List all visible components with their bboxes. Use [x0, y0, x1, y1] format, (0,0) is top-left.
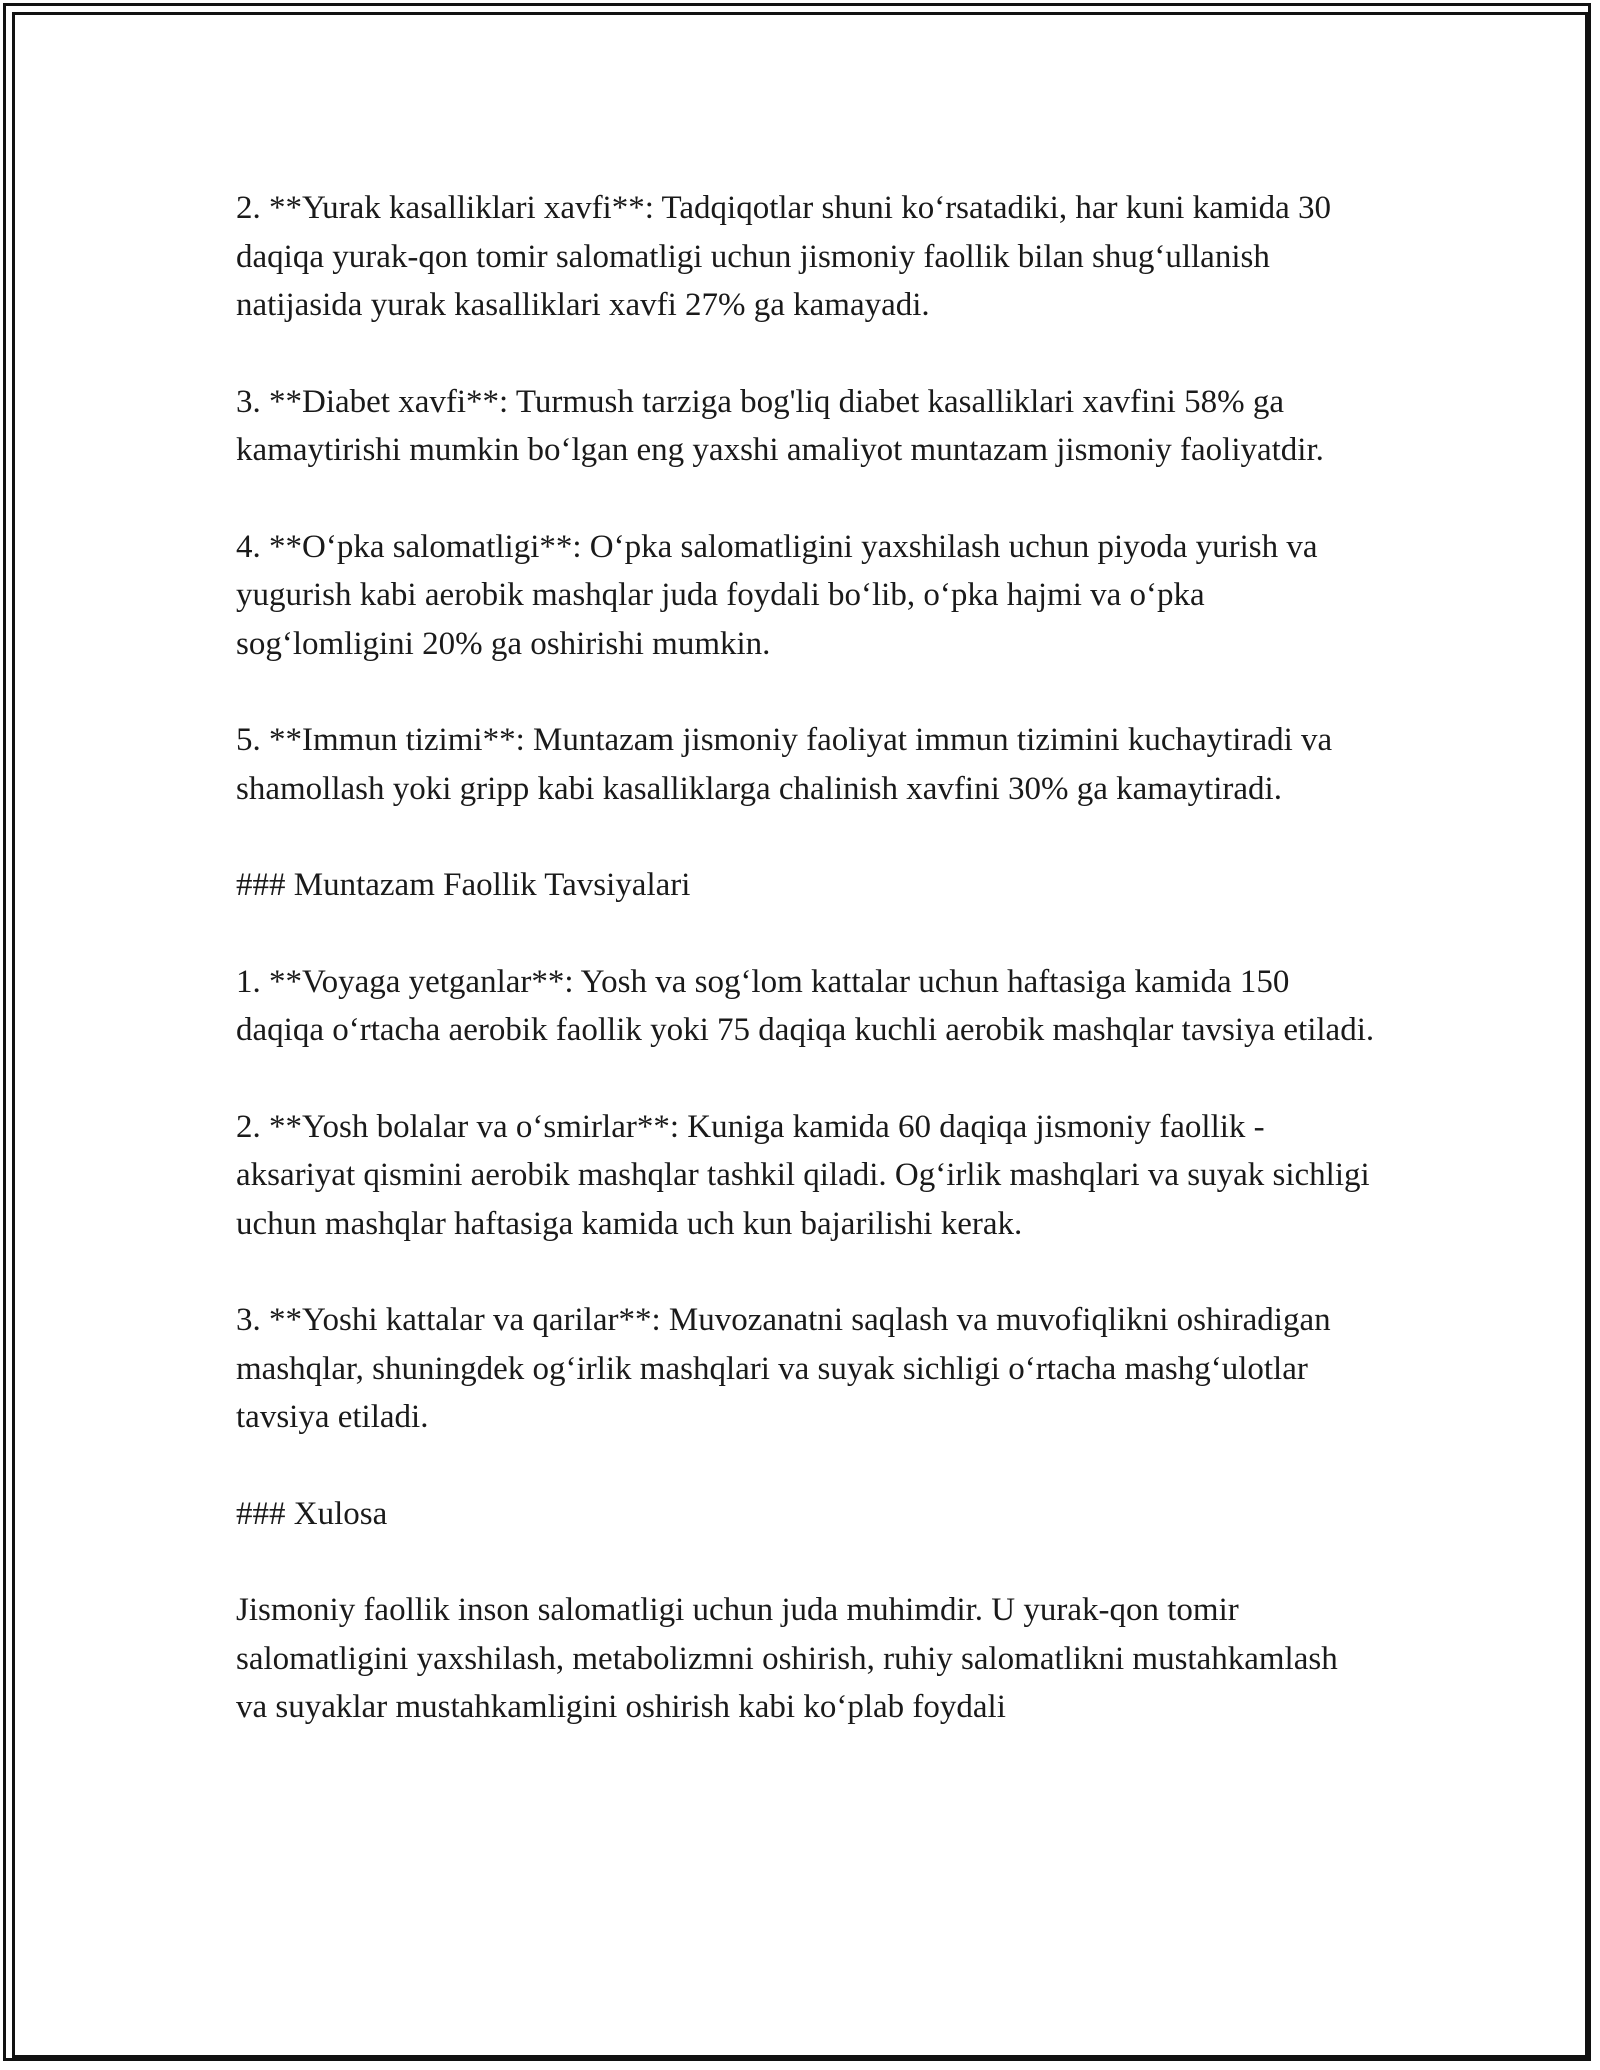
document-body [236, 184, 1376, 1780]
item-yurak-kasalliklari: 2. **Yurak kasalliklari xavfi**: Tadqiqotlar shuni ko‘rsatadiki, har kuni kamida 30 daqiqa yurak-qon tomir salomatligi uchun jismoniy faollik bilan shug‘ullanish natijasida yurak kasalliklari xavfi 27% ga kamayadi. [236, 190, 1332, 323]
xulosa-paragraph: Jismoniy faollik inson salomatligi uchun juda muhimdir. U yurak-qon tomir salomatligini yaxshilash, metabolizmni oshirish, ruhiy salomatlikni mustahkamlash va suyaklar mustahkamligini oshirish kabi ko‘plab foydali [236, 1592, 1338, 1725]
item-diabet-xavfi: 3. **Diabet xavfi**: Turmush tarziga bog'liq diabet kasalliklari xavfini 58% ga kamaytirishi mumkin bo‘lgan eng yaxshi amaliyot muntazam jismoniy faoliyatdir. [236, 383, 1324, 468]
item-yosh-bolalar: 2. **Yosh bolalar va o‘smirlar**: Kuniga kamida 60 daqiqa jismoniy faollik - aksariyat qismini aerobik mashqlar tashkil qiladi. Og‘irlik mashqlari va suyak sichligi uchun mashqlar haftasiga kamida uch kun bajarilishi kerak. [236, 1108, 1370, 1242]
heading-tavsiyalar: ### Muntazam Faollik Tavsiyalari [236, 867, 691, 903]
item-immun-tizimi: 5. **Immun tizimi**: Muntazam jismoniy faoliyat immun tizimini kuchaytiradi va shamollash yoki gripp kabi kasalliklarga chalinish xavfini 30% ga kamaytiradi. [236, 722, 1333, 807]
heading-xulosa: ### Xulosa [236, 1495, 388, 1532]
item-opka-salomatligi: 4. **O‘pka salomatligi**: O‘pka salomatligini yaxshilash uchun piyoda yurish va yugurish kabi aerobik mashqlar juda foydali bo‘lib, o‘pka hajmi va o‘pka sog‘lomligini 20% ga oshirishi mumkin. [236, 528, 1318, 662]
item-voyaga-yetganlar: 1. **Voyaga yetganlar**: Yosh va sog‘lom kattalar uchun haftasiga kamida 150 daqiqa o‘rtacha aerobik faollik yoki 75 daqiqa kuchli aerobik mashqlar tavsiya etiladi. [236, 963, 1375, 1048]
item-yoshi-kattalar: 3. **Yoshi kattalar va qarilar**: Muvozanatni saqlash va muvofiqlikni oshiradigan mashqlar, shuningdek og‘irlik mashqlari va suyak sichligi o‘rtacha mashg‘ulotlar tavsiya etiladi. [236, 1302, 1331, 1435]
